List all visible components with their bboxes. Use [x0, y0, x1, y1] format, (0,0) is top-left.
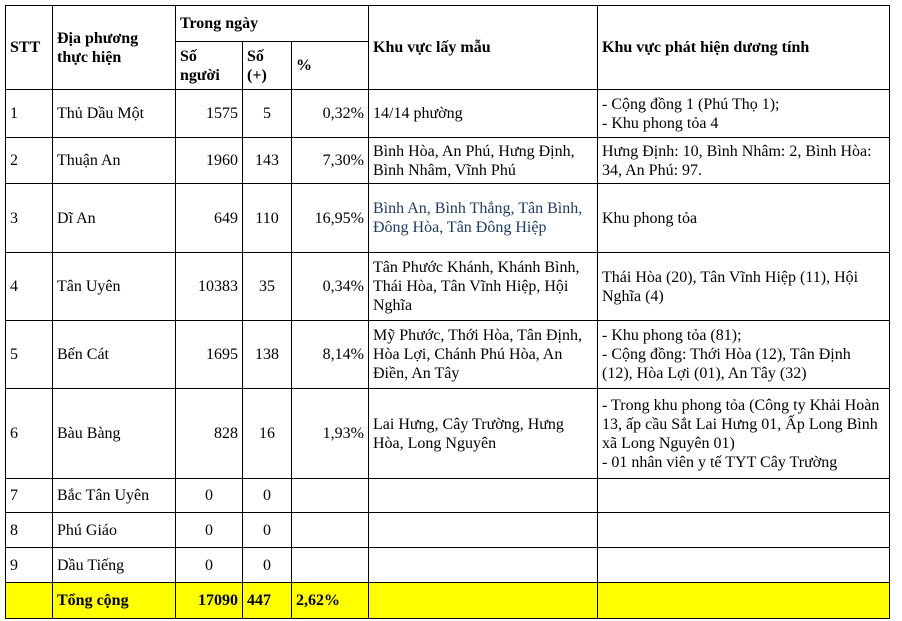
- positive-cell: 110: [243, 184, 292, 253]
- sampling-cell: Bình An, Bình Thắng, Tân Bình, Đông Hòa, Tân Đông Hiệp: [369, 184, 598, 253]
- total-stt-cell: [6, 583, 53, 619]
- found-cell: [598, 548, 890, 583]
- locality-cell: Bến Cát: [53, 321, 176, 389]
- percent-cell: [292, 548, 369, 583]
- locality-cell: Thủ Dầu Một: [53, 90, 176, 138]
- table-row: [6, 184, 890, 253]
- percent-cell: 8,14%: [292, 321, 369, 389]
- table-row: [6, 138, 890, 184]
- table-row: [6, 90, 890, 138]
- people-cell: 1575: [176, 90, 243, 138]
- sampling-cell: [369, 548, 598, 583]
- positive-cell: 0: [243, 479, 292, 513]
- total-label: Tổng cộng: [53, 583, 176, 619]
- percent-cell: 0,34%: [292, 253, 369, 321]
- found-cell: - Khu phong tỏa (81); - Cộng đồng: Thới Hòa (12), Tân Định (12), Hòa Lợi (01), An Tây (32): [598, 321, 890, 389]
- found-cell: [598, 513, 890, 548]
- sampling-cell: [369, 513, 598, 548]
- total-found-cell: [598, 583, 890, 619]
- stt-cell: 9: [6, 548, 53, 583]
- total-row: [6, 583, 890, 619]
- table-row: [6, 321, 890, 389]
- found-cell: Khu phong tỏa: [598, 184, 890, 253]
- stt-cell: 8: [6, 513, 53, 548]
- percent-cell: 0,32%: [292, 90, 369, 138]
- covid-testing-table: [5, 5, 890, 619]
- people-cell: 828: [176, 389, 243, 479]
- positive-cell: 138: [243, 321, 292, 389]
- positive-cell: 5: [243, 90, 292, 138]
- sampling-cell: Lai Hưng, Cây Trường, Hưng Hòa, Long Nguyên: [369, 389, 598, 479]
- people-cell: 0: [176, 548, 243, 583]
- positive-cell: 0: [243, 513, 292, 548]
- header-percent: %: [292, 42, 369, 90]
- table-row: [6, 513, 890, 548]
- people-cell: 0: [176, 513, 243, 548]
- found-cell: [598, 479, 890, 513]
- sampling-cell: Tân Phước Khánh, Khánh Bình, Thái Hòa, Tân Vĩnh Hiệp, Hội Nghĩa: [369, 253, 598, 321]
- header-stt: STT: [6, 6, 53, 90]
- total-people: 17090: [176, 583, 243, 619]
- percent-cell: 16,95%: [292, 184, 369, 253]
- table-row: [6, 479, 890, 513]
- positive-cell: 0: [243, 548, 292, 583]
- header-sampling-area: Khu vực lấy mẫu: [369, 6, 598, 90]
- header-row: [6, 6, 890, 42]
- found-cell: - Trong khu phong tỏa (Công ty Khải Hoàn 13, ấp cầu Sắt Lai Hưng 01, Ấp Long Bình xã Long Nguyên 01) - 01 nhân viên y tế TYT Cây Trường: [598, 389, 890, 479]
- locality-cell: Dĩ An: [53, 184, 176, 253]
- people-cell: 1695: [176, 321, 243, 389]
- header-people: Số người: [176, 42, 243, 90]
- people-cell: 1960: [176, 138, 243, 184]
- table-row: [6, 253, 890, 321]
- table-row: [6, 548, 890, 583]
- locality-cell: Phú Giáo: [53, 513, 176, 548]
- stt-cell: 6: [6, 389, 53, 479]
- sampling-cell: 14/14 phường: [369, 90, 598, 138]
- stt-cell: 7: [6, 479, 53, 513]
- found-cell: Thái Hòa (20), Tân Vĩnh Hiệp (11), Hội Nghĩa (4): [598, 253, 890, 321]
- sampling-cell: Bình Hòa, An Phú, Hưng Định, Bình Nhâm, Vĩnh Phú: [369, 138, 598, 184]
- people-cell: 649: [176, 184, 243, 253]
- total-positive: 447: [243, 583, 292, 619]
- percent-cell: 1,93%: [292, 389, 369, 479]
- locality-cell: Thuận An: [53, 138, 176, 184]
- positive-cell: 16: [243, 389, 292, 479]
- found-cell: - Cộng đồng 1 (Phú Thọ 1); - Khu phong tỏa 4: [598, 90, 890, 138]
- stt-cell: 4: [6, 253, 53, 321]
- people-cell: 0: [176, 479, 243, 513]
- locality-cell: Bắc Tân Uyên: [53, 479, 176, 513]
- sampling-cell: Mỹ Phước, Thới Hòa, Tân Định, Hòa Lợi, Chánh Phú Hòa, An Điền, An Tây: [369, 321, 598, 389]
- stt-cell: 3: [6, 184, 53, 253]
- percent-cell: [292, 479, 369, 513]
- people-cell: 10383: [176, 253, 243, 321]
- total-percent: 2,62%: [292, 583, 369, 619]
- locality-cell: Bàu Bàng: [53, 389, 176, 479]
- locality-cell: Tân Uyên: [53, 253, 176, 321]
- stt-cell: 1: [6, 90, 53, 138]
- header-locality: Địa phương thực hiện: [53, 6, 176, 90]
- stt-cell: 2: [6, 138, 53, 184]
- positive-cell: 35: [243, 253, 292, 321]
- percent-cell: [292, 513, 369, 548]
- header-positive-area: Khu vực phát hiện dương tính: [598, 6, 890, 90]
- positive-cell: 143: [243, 138, 292, 184]
- sampling-cell: [369, 479, 598, 513]
- stt-cell: 5: [6, 321, 53, 389]
- locality-cell: Dầu Tiếng: [53, 548, 176, 583]
- found-cell: Hưng Định: 10, Bình Nhâm: 2, Bình Hòa: 34, An Phú: 97.: [598, 138, 890, 184]
- percent-cell: 7,30%: [292, 138, 369, 184]
- total-sampling-cell: [369, 583, 598, 619]
- table-row: [6, 389, 890, 479]
- header-positive: Số (+): [243, 42, 292, 90]
- header-in-day: Trong ngày: [176, 6, 369, 42]
